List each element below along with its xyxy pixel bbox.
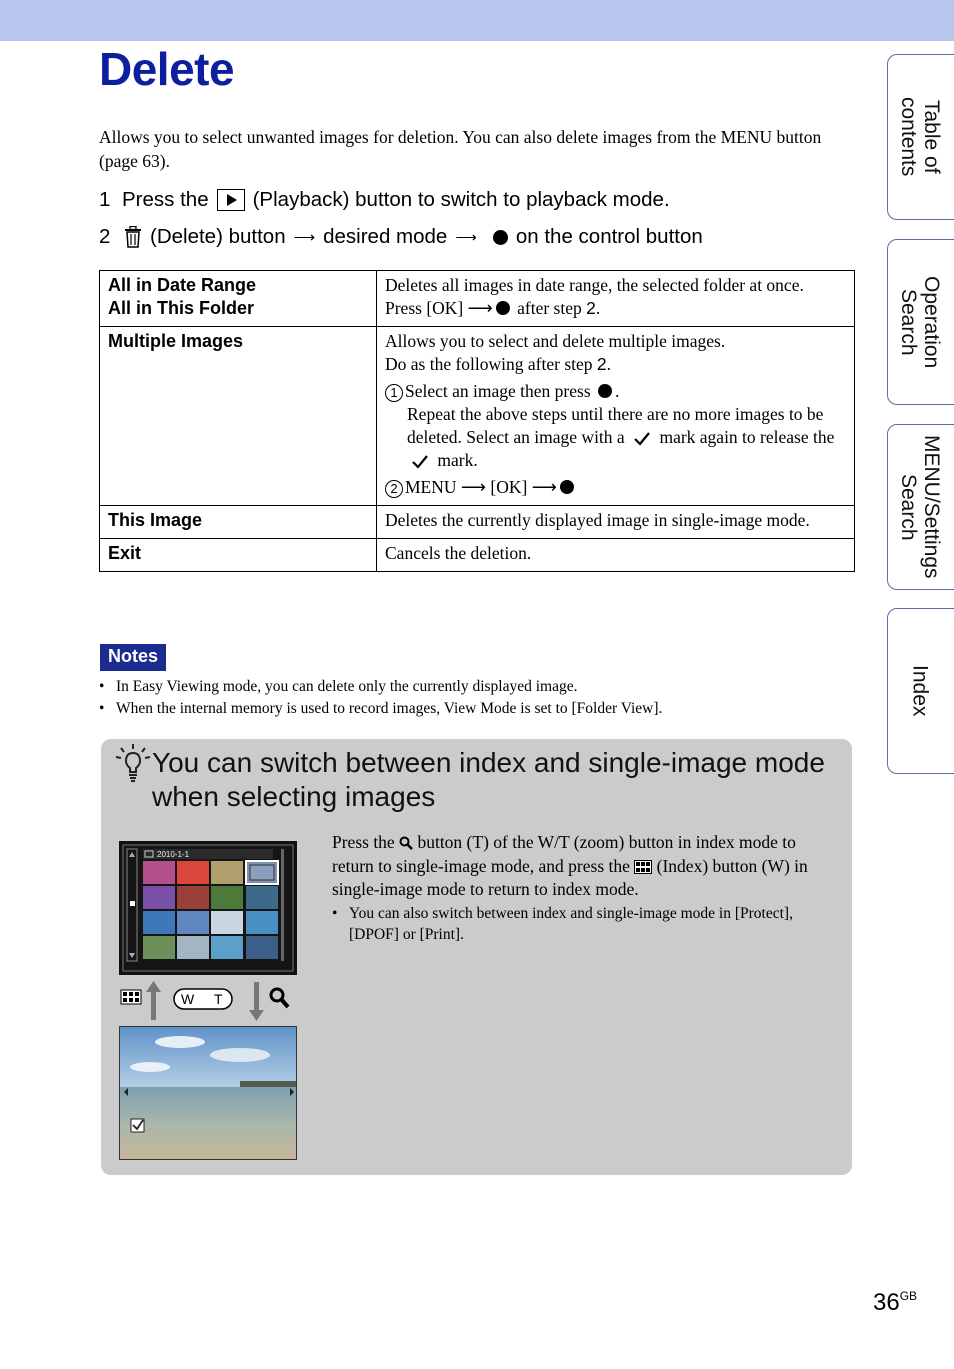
tab-label: Table of contents xyxy=(897,97,943,177)
description-text: Cancels the deletion. xyxy=(385,543,532,563)
text: . xyxy=(606,354,611,374)
text: [OK] xyxy=(490,477,528,497)
mode-description-cell xyxy=(377,327,855,506)
step-text: Press the xyxy=(122,188,209,211)
dot-button-icon xyxy=(493,230,508,245)
mode-name-cell xyxy=(100,506,377,539)
tab-label: MENU/Settings Search xyxy=(897,435,943,579)
table-row xyxy=(100,506,855,539)
arrow-right-icon: ⟶ xyxy=(460,477,486,497)
checkmark-icon xyxy=(634,432,650,446)
zoom-lever-image xyxy=(119,980,299,1022)
text: button (T) of the W/T (zoom) button in index mode to return to single-image mode, and press the xyxy=(332,832,796,876)
page-suffix: GB xyxy=(899,1289,918,1303)
dot-button-icon xyxy=(560,480,574,494)
description-text: Deletes all images in date range, the selected folder at once. xyxy=(385,275,804,295)
step-text: desired mode xyxy=(323,225,448,248)
text: mark. xyxy=(437,450,478,470)
playback-icon xyxy=(217,189,245,211)
step-1 xyxy=(99,188,670,212)
substep-1: 1 Select an image then press . xyxy=(385,380,846,403)
step-text: on the control button xyxy=(515,225,703,248)
lcd-date: 2010-1-1 xyxy=(157,850,190,859)
page-number xyxy=(873,1289,917,1317)
list-item: • When the internal memory is used to record images, View Mode is set to [Folder View]. xyxy=(99,698,859,720)
mode-name-cell xyxy=(100,539,377,572)
notes-list xyxy=(99,676,859,720)
index-grid-icon xyxy=(121,990,141,1004)
mode-description-cell xyxy=(377,506,855,539)
description-text: Deletes the currently displayed image in single-image mode. xyxy=(385,510,810,530)
tip-bullet: • You can also switch between index and single-image mode in [Protect], [DPOF] or [Print]. xyxy=(332,903,837,945)
arrow-right-icon: ⟶ xyxy=(455,229,477,246)
dot-button-icon xyxy=(496,301,510,315)
lightbulb-icon xyxy=(115,743,151,783)
step-2 xyxy=(99,225,703,249)
description-text xyxy=(385,297,846,320)
circled-number: 2 xyxy=(385,480,403,498)
text: mark again to release the xyxy=(659,427,835,447)
page-number-value: 36 xyxy=(873,1289,900,1316)
page-title: Delete xyxy=(99,43,235,95)
substep-1-detail xyxy=(385,403,846,472)
tip-paragraph xyxy=(332,831,837,902)
text: Repeat the above steps until there are no more images to be deleted. Select an image with a xyxy=(407,404,824,447)
sidebar-tab-menu-settings-search[interactable] xyxy=(887,424,954,590)
tab-label: Operation Search xyxy=(897,275,943,369)
mode-description-cell xyxy=(377,539,855,572)
description-text: Allows you to select and delete multiple images. xyxy=(385,331,726,351)
zoom-t-label: T xyxy=(214,991,223,1007)
step-ref: 2 xyxy=(586,298,596,318)
mode-name: Multiple Images xyxy=(108,331,244,351)
sidebar-tab-operation-search[interactable] xyxy=(887,239,954,405)
mode-name: Exit xyxy=(108,543,142,563)
list-item: • In Easy Viewing mode, you can delete only the currently displayed image. xyxy=(99,676,859,698)
step-text: (Playback) button to switch to playback mode. xyxy=(252,188,670,211)
mode-name-cell xyxy=(100,271,377,327)
mode-name: This Image xyxy=(108,510,203,530)
arrow-right-icon: ⟶ xyxy=(531,477,557,497)
step-number: 2 xyxy=(99,225,111,248)
text: after step xyxy=(517,298,582,318)
zoom-w-label: W xyxy=(181,991,195,1007)
step-ref: 2 xyxy=(596,354,607,374)
zoom-lever-diagram xyxy=(119,980,299,1022)
delete-modes-table xyxy=(99,270,855,572)
tip-title: You can switch between index and single-image mode when selecting images xyxy=(152,747,825,812)
text: Select an image then press xyxy=(405,381,591,401)
zoom-magnifier-icon xyxy=(399,836,413,850)
text: Do as the following after step xyxy=(385,354,593,374)
index-grid-icon xyxy=(634,860,652,874)
trash-icon xyxy=(124,226,142,248)
text: MENU xyxy=(405,477,457,497)
index-view-illustration xyxy=(119,841,297,975)
tab-label: Index xyxy=(908,665,932,717)
text: Press [OK] xyxy=(385,298,464,318)
dot-button-icon xyxy=(598,384,612,398)
sidebar-tab-table-of-contents[interactable] xyxy=(887,54,954,220)
zoom-magnifier-icon xyxy=(271,989,288,1007)
arrow-down-icon xyxy=(249,982,264,1021)
step-text: (Delete) button xyxy=(150,225,286,248)
arrow-right-icon: ⟶ xyxy=(293,229,316,246)
table-row xyxy=(100,327,855,506)
text: . xyxy=(595,298,601,318)
mode-name-cell xyxy=(100,327,377,506)
mode-name: All in This Folder xyxy=(108,298,255,318)
intro-paragraph: Allows you to select unwanted images for deletion. You can also delete images from the MENU button (page 63). xyxy=(99,127,822,171)
mode-description-cell xyxy=(377,271,855,327)
sidebar-tab-index[interactable] xyxy=(887,608,954,774)
substep-2 xyxy=(385,476,846,499)
table-row xyxy=(100,539,855,572)
arrow-right-icon: ⟶ xyxy=(467,298,493,318)
description-text xyxy=(385,353,846,376)
notes-badge: Notes xyxy=(100,644,166,671)
text: Press the xyxy=(332,832,395,852)
beach-photo xyxy=(120,1027,297,1160)
text: (Index) button (W) in single-image mode to return to index mode. xyxy=(332,855,808,899)
checkmark-icon xyxy=(412,455,428,469)
top-header-bar xyxy=(0,0,954,41)
single-image-illustration xyxy=(119,1026,297,1160)
step-number: 1 xyxy=(99,188,111,211)
circled-number: 1 xyxy=(385,384,403,402)
index-screen-image xyxy=(119,841,297,975)
table-row xyxy=(100,271,855,327)
mode-name: All in Date Range xyxy=(108,275,257,295)
arrow-up-icon xyxy=(146,981,161,1020)
